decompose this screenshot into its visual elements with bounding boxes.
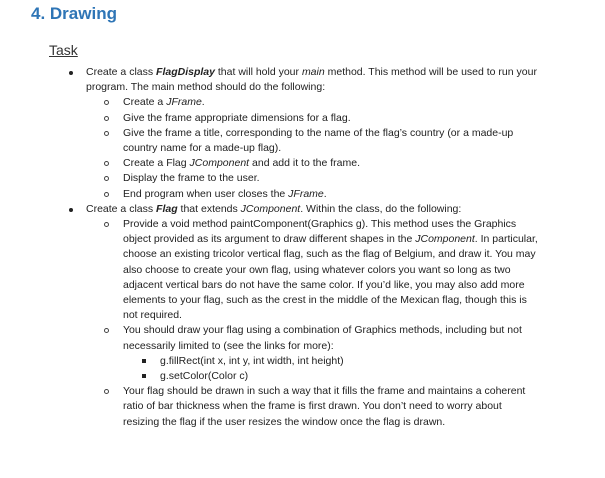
item-text: Create a class Flag that extends JComponent. Within the class, do the following: [86, 202, 462, 215]
item-text: End program when user closes the JFrame. [123, 187, 327, 200]
item-text: g.fillRect(int x, int y, int width, int height) [160, 354, 344, 367]
item-text: Give the frame a title, corresponding to the name of the flag’s country (or a made-up country name for a made-up flag). [123, 126, 514, 155]
item-text: You should draw your flag using a combination of Graphics methods, including but not necessarily limited to (see the links for more): [123, 324, 522, 352]
item-text: Create a Flag JComponent and add it to the frame. [123, 157, 360, 170]
item-text: g.setColor(Color c) [160, 370, 249, 383]
method-list-item [123, 369, 540, 384]
sub-list-item [86, 187, 540, 202]
item-text: Display the frame to the user. [123, 172, 260, 185]
nested-list [86, 95, 540, 201]
nested-list [86, 217, 540, 430]
item-text: Create a JFrame. [123, 96, 205, 109]
item-text: Your flag should be drawn in such a way that it fills the frame and maintains a coherent ratio of bar thickness when the frame is first drawn. You don’t need to worry about resizing the flag if the user resizes the window once the flag is drawn. [123, 385, 526, 428]
sub-list-item [86, 323, 540, 384]
list-item [0, 202, 605, 430]
task-list [0, 65, 605, 430]
sub-list-item [86, 156, 540, 171]
nested-list [123, 354, 540, 384]
item-text: Create a class FlagDisplay that will hold your main method. This method will be used to run your program. The main method should do the following: [86, 66, 537, 94]
section-heading: 4. Drawing [31, 4, 117, 23]
sub-list-item [86, 95, 540, 110]
sub-list-item [86, 111, 540, 126]
item-text: Provide a void method paintComponent(Graphics g). This method uses the Graphics object provided as its argument to draw different shapes in the JComponent. In particular, choose an existing tricolor vertical flag, such as the flag of Belgium, and draw it. You may also choose to create your own flag, using whatever colors you want so long as two adjacent vertical bars do not have the same color. If you’d like, you may also add more elements to your flag, such as the crest in the middle of the Mexican flag, though this is not required. [123, 218, 538, 322]
method-list-item [123, 354, 540, 369]
sub-list-item [86, 171, 540, 186]
sub-list-item [86, 126, 540, 156]
item-text: Give the frame appropriate dimensions for a flag. [123, 111, 351, 124]
task-label: Task [49, 42, 78, 58]
task-content [0, 65, 605, 430]
list-item [0, 65, 605, 202]
sub-list-item [86, 384, 540, 430]
sub-list-item [86, 217, 540, 323]
